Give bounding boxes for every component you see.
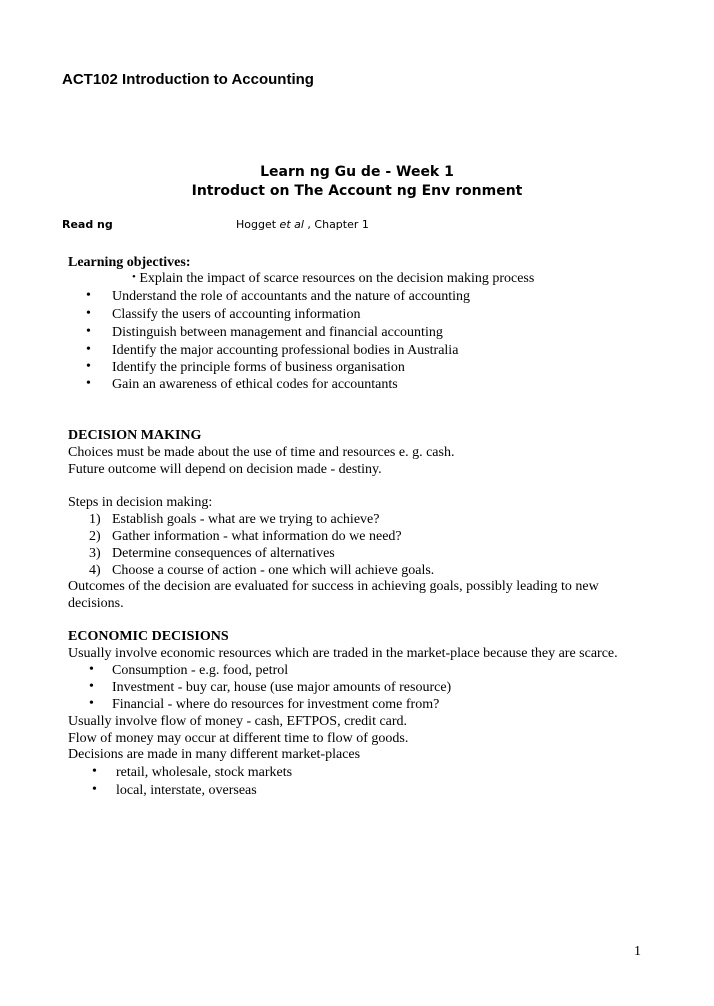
economic-line: Usually involve economic resources which are traded in the market-place because they are scarce. bbox=[68, 646, 618, 661]
objectives-heading: Learning objectives: bbox=[68, 255, 191, 270]
bullet-icon: • bbox=[86, 306, 91, 321]
objective-item: Identify the principle forms of business organisation bbox=[112, 360, 405, 375]
objective-first bbox=[132, 270, 534, 289]
reading-etal: et al bbox=[279, 218, 304, 231]
reading-reference bbox=[236, 218, 369, 231]
decision-making-heading: DECISION MAKING bbox=[68, 428, 202, 443]
step-number: 4) bbox=[89, 563, 101, 578]
step-text: Choose a course of action - one which will achieve goals. bbox=[112, 563, 435, 578]
steps-intro: Steps in decision making: bbox=[68, 495, 213, 510]
objective-item: Gain an awareness of ethical codes for accountants bbox=[112, 377, 398, 392]
market-item: local, interstate, overseas bbox=[116, 783, 257, 798]
bullet-icon: • bbox=[132, 271, 136, 283]
market-item: retail, wholesale, stock markets bbox=[116, 765, 293, 780]
objective-item: Distinguish between management and financial accounting bbox=[112, 325, 443, 340]
economic-decisions-heading: ECONOMIC DECISIONS bbox=[68, 629, 229, 644]
step-text: Establish goals - what are we trying to achieve? bbox=[112, 512, 380, 527]
bullet-icon: • bbox=[89, 662, 94, 677]
bullet-icon: • bbox=[86, 288, 91, 303]
objective-item: Understand the role of accountants and the nature of accounting bbox=[112, 289, 471, 304]
reading-author: Hogget bbox=[236, 218, 280, 231]
bullet-icon: • bbox=[86, 376, 91, 391]
objective-first-text: Explain the impact of scarce resources on the decision making process bbox=[139, 271, 535, 286]
step-number: 2) bbox=[89, 529, 101, 544]
bullet-icon: • bbox=[86, 359, 91, 374]
economic-item: Financial - where do resources for investment come from? bbox=[112, 697, 440, 712]
economic-line: Flow of money may occur at different time to flow of goods. bbox=[68, 731, 409, 746]
step-text: Gather information - what information do we need? bbox=[112, 529, 402, 544]
reading-chapter: , Chapter 1 bbox=[303, 218, 369, 231]
step-number: 3) bbox=[89, 546, 101, 561]
guide-subtitle: Introduct on The Account ng Env ronment bbox=[191, 183, 523, 199]
bullet-icon: • bbox=[86, 342, 91, 357]
bullet-icon: • bbox=[92, 782, 97, 797]
bullet-icon: • bbox=[89, 679, 94, 694]
economic-item: Consumption - e.g. food, petrol bbox=[112, 663, 289, 678]
economic-line: Decisions are made in many different market-places bbox=[68, 747, 361, 762]
step-text: Determine consequences of alternatives bbox=[112, 546, 335, 561]
bullet-icon: • bbox=[92, 764, 97, 779]
course-title: ACT102 Introduction to Accounting bbox=[62, 71, 314, 88]
bullet-icon: • bbox=[89, 696, 94, 711]
page-number: 1 bbox=[634, 944, 641, 959]
step-number: 1) bbox=[89, 512, 101, 527]
economic-line: Usually involve flow of money - cash, EFTPOS, credit card. bbox=[68, 714, 408, 729]
outcome-line: Outcomes of the decision are evaluated for success in achieving goals, possibly leading to new bbox=[68, 579, 599, 594]
guide-title: Learn ng Gu de - Week 1 bbox=[260, 164, 454, 180]
economic-item: Investment - buy car, house (use major amounts of resource) bbox=[112, 680, 452, 695]
objective-item: Classify the users of accounting information bbox=[112, 307, 361, 322]
outcome-line: decisions. bbox=[68, 596, 124, 611]
decision-line: Choices must be made about the use of time and resources e. g. cash. bbox=[68, 445, 455, 460]
objective-item: Identify the major accounting professional bodies in Australia bbox=[112, 343, 459, 358]
reading-label: Read ng bbox=[62, 218, 113, 231]
bullet-icon: • bbox=[86, 324, 91, 339]
decision-line: Future outcome will depend on decision made - destiny. bbox=[68, 462, 382, 477]
